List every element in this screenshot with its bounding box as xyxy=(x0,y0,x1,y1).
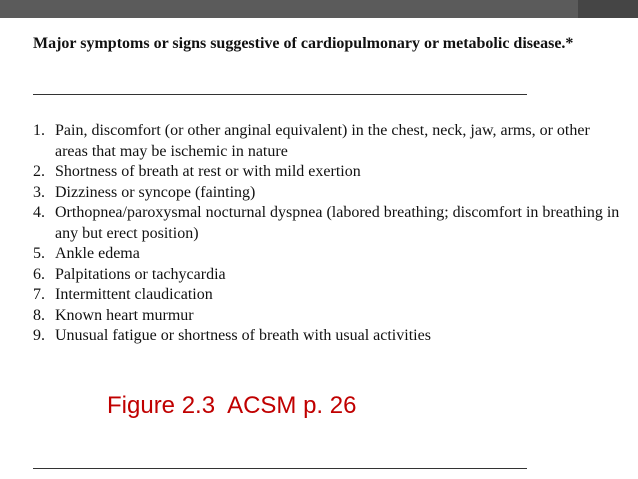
list-item-number: 1. xyxy=(33,122,45,139)
list-item-number: 2. xyxy=(33,163,45,180)
list-item-text: Known heart murmur xyxy=(55,306,194,324)
divider-top xyxy=(33,94,527,95)
symptom-list xyxy=(33,121,623,347)
list-item-text: Palpitations or tachycardia xyxy=(55,265,226,283)
list-item-number: 8. xyxy=(33,306,45,324)
list-item-text: Shortness of breath at rest or with mild exertion xyxy=(55,163,361,180)
figure-caption: Figure 2.3 ACSM p. 26 xyxy=(107,392,357,419)
list-item xyxy=(33,203,623,244)
list-item xyxy=(33,162,623,183)
list-item xyxy=(33,285,623,306)
list-item xyxy=(33,183,623,204)
top-bar xyxy=(0,0,638,18)
list-item xyxy=(33,326,623,347)
list-item-number: 5. xyxy=(33,245,45,262)
list-item-text: Pain, discomfort (or other anginal equivalent) in the chest, neck, jaw, arms, or other areas that may be ischemic in nature xyxy=(55,122,590,160)
list-item-text: Orthopnea/paroxysmal nocturnal dyspnea (labored breathing; discomfort in breathing in any but erect position) xyxy=(55,204,620,242)
list-item xyxy=(33,265,623,286)
list-item-number: 4. xyxy=(33,204,45,221)
slide-heading: Major symptoms or signs suggestive of cardiopulmonary or metabolic disease.* xyxy=(33,35,574,52)
list-item xyxy=(33,244,623,265)
list-item xyxy=(33,306,623,327)
list-item-number: 7. xyxy=(33,286,45,303)
list-item-text: Intermittent claudication xyxy=(55,286,213,303)
list-item-text: Dizziness or syncope (fainting) xyxy=(55,183,256,201)
list-item-number: 9. xyxy=(33,327,45,344)
top-bar-accent xyxy=(578,0,638,18)
list-item-number: 6. xyxy=(33,265,45,283)
list-item-text: Ankle edema xyxy=(55,245,140,262)
list-item-number: 3. xyxy=(33,183,45,201)
list-item xyxy=(33,121,623,162)
list-item-text: Unusual fatigue or shortness of breath with usual activities xyxy=(55,327,431,344)
divider-bottom xyxy=(33,468,527,469)
